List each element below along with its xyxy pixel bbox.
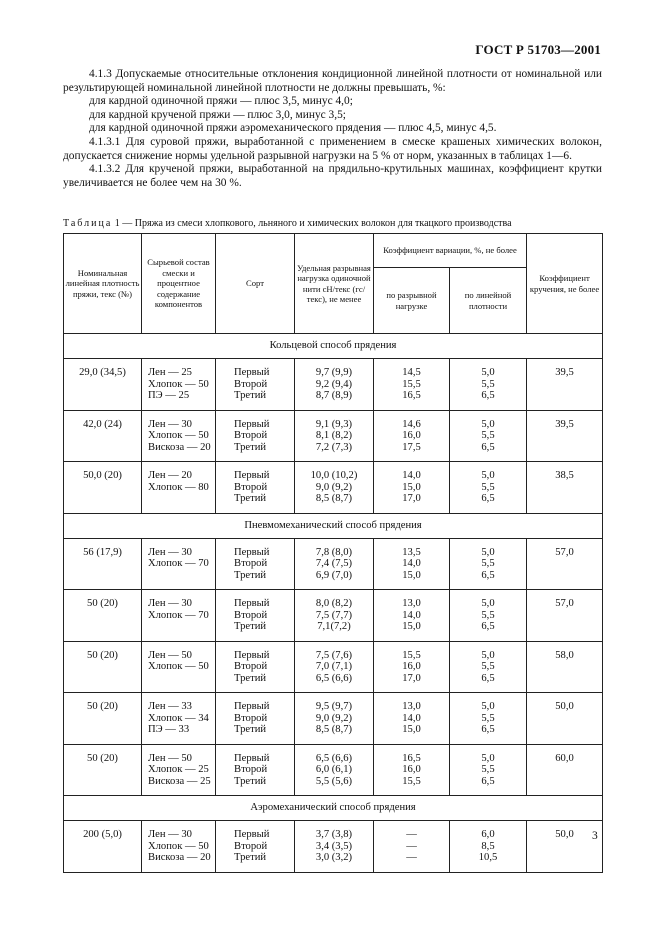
cell-line: 58,0 — [555, 649, 574, 661]
header-density: Номинальная линейная плотность пряжи, текс (№) — [64, 234, 142, 334]
strength-cell — [295, 590, 374, 642]
cell-line: Второй — [234, 661, 268, 672]
paragraph: 4.1.3.1 Для суровой пряжи, выработанной с применением в смеске крашеных химических волокон, допускается снижение нормы удельной разрывной нагрузки на 5 % от норм, указанных в таблицах 1—6. — [63, 135, 602, 162]
cell-line: 7,8 (8,0) — [315, 546, 353, 558]
twist-cell — [527, 590, 603, 642]
strength-cell — [295, 462, 374, 514]
strength-cell — [295, 744, 374, 796]
table-row — [64, 538, 603, 590]
twist-cell — [527, 462, 603, 514]
cell-line — [148, 570, 215, 582]
cell-line: 15,0 — [402, 621, 421, 632]
cell-line: 15,5 — [402, 775, 421, 787]
table-row — [64, 462, 603, 514]
cell-line: 8,5 (8,7) — [315, 724, 353, 735]
section-row — [64, 513, 603, 538]
cell-line: Третий — [234, 724, 267, 735]
twist-cell — [527, 641, 603, 693]
grade-cell — [216, 462, 295, 514]
cell-line: Лен — 50 — [148, 649, 192, 661]
header-var-density: по линейной плотности — [450, 268, 527, 334]
cell-line: Лен — 30 — [148, 598, 192, 609]
header-grade: Сорт — [216, 234, 295, 334]
cell-line: 9,2 (9,4) — [315, 378, 353, 390]
cell-line: Лен — 33 — [148, 701, 192, 712]
cell-line: Первый — [234, 367, 270, 378]
cell-line: 15,5 — [402, 378, 421, 390]
cell-line: 14,6 — [402, 418, 421, 430]
cell-line: 8,7 (8,9) — [315, 390, 353, 401]
cell-line: 8,1 (8,2) — [315, 430, 353, 441]
cell-line: 50 (20) — [87, 752, 118, 764]
paragraph: 4.1.3.2 Для крученой пряжи, выработанной на прядильно-крутильных машинах, коэффициент крутки увеличивается не более чем на 30 %. — [63, 163, 602, 189]
cell-line: 8,5 (8,7) — [315, 493, 353, 504]
cell-line: Хлопок — 50 — [148, 430, 209, 441]
cell-line: 8,5 — [481, 840, 495, 852]
cell-line: Хлопок — 50 — [148, 378, 209, 390]
cell-line: 9,0 (9,2) — [315, 712, 353, 724]
cell-line: 5,5 — [481, 430, 495, 441]
cell-line: 3,0 (3,2) — [315, 852, 353, 863]
composition-cell — [142, 462, 216, 514]
cell-line: Хлопок — 50 — [148, 661, 209, 672]
section-title: Пневмомеханический способ прядения — [64, 513, 603, 538]
cell-line: Лен — 20 — [148, 470, 192, 481]
strength-cell — [295, 538, 374, 590]
cell-line: 5,0 — [481, 701, 495, 712]
var-density-cell — [450, 744, 527, 796]
cell-line: Второй — [234, 430, 268, 441]
cell-line: 17,5 — [402, 441, 421, 453]
cell-line: Первый — [234, 701, 270, 712]
body-text — [63, 68, 602, 190]
table-row — [64, 744, 603, 796]
cell-line: 5,5 — [481, 378, 495, 390]
grade-cell — [216, 641, 295, 693]
cell-line: 3,4 (3,5) — [315, 840, 353, 852]
cell-line: 3,7 (3,8) — [315, 829, 353, 840]
var-density-cell — [450, 641, 527, 693]
cell-line: 17,0 — [402, 672, 421, 684]
cell-line: 6,5 — [481, 724, 495, 735]
var-load-cell — [374, 744, 450, 796]
cell-line: Хлопок — 25 — [148, 764, 209, 775]
composition-cell — [142, 410, 216, 462]
caption-number: 1 — [114, 218, 120, 229]
page-number: 3 — [592, 830, 598, 842]
cell-line: 10,0 (10,2) — [310, 470, 358, 481]
grade-cell — [216, 538, 295, 590]
caption-label: Таблица — [63, 218, 113, 229]
density-cell — [64, 462, 142, 514]
composition-cell — [142, 590, 216, 642]
cell-line: Третий — [234, 672, 267, 684]
cell-line: 7,4 (7,5) — [315, 558, 353, 569]
cell-line: 5,0 — [481, 752, 495, 764]
cell-line: 5,5 — [481, 558, 495, 569]
cell-line: 5,5 — [481, 712, 495, 724]
var-load-cell — [374, 821, 450, 873]
cell-line: 6,5 — [481, 621, 495, 632]
grade-cell — [216, 744, 295, 796]
paragraph: для кардной одиночной пряжи — плюс 3,5, минус 4,0; — [89, 95, 353, 108]
cell-line: 57,0 — [555, 598, 574, 609]
cell-line: 16,0 — [402, 764, 421, 775]
cell-line: Хлопок — 34 — [148, 712, 209, 724]
cell-line: — — [406, 840, 417, 852]
cell-line: 57,0 — [555, 546, 574, 558]
cell-line: 5,5 — [481, 481, 495, 493]
cell-line: 14,5 — [402, 367, 421, 378]
cell-line: 16,0 — [402, 430, 421, 441]
cell-line: ПЭ — 33 — [148, 724, 190, 735]
cell-line: 6,5 (6,6) — [315, 672, 353, 684]
cell-line: 5,0 — [481, 418, 495, 430]
paragraph: для кардной крученой пряжи — плюс 3,0, минус 3,5; — [89, 108, 346, 121]
var-load-cell — [374, 590, 450, 642]
var-load-cell — [374, 359, 450, 411]
var-load-cell — [374, 538, 450, 590]
cell-line: 56 (17,9) — [83, 546, 122, 558]
cell-line: 14,0 — [402, 470, 421, 481]
var-load-cell — [374, 641, 450, 693]
cell-line: 16,0 — [402, 661, 421, 672]
paragraph: для кардной одиночной пряжи аэромеханического прядения — плюс 4,5, минус 4,5. — [89, 122, 497, 135]
cell-line: 6,5 — [481, 672, 495, 684]
header-twist: Коэффициент кручения, не более — [527, 234, 603, 334]
composition-cell — [142, 359, 216, 411]
density-cell — [64, 821, 142, 873]
cell-line: 9,5 (9,7) — [315, 701, 353, 712]
cell-line: Третий — [234, 390, 267, 401]
cell-line: Второй — [234, 840, 268, 852]
cell-line: 6,0 — [481, 829, 495, 840]
cell-line: Хлопок — 80 — [148, 481, 209, 493]
var-density-cell — [450, 693, 527, 745]
cell-line: 50 (20) — [87, 701, 118, 712]
cell-line: 50,0 — [555, 829, 574, 840]
cell-line — [148, 493, 215, 505]
paragraph: 4.1.3 Допускаемые относительные отклонения кондиционной линейной плотности от номинальной или результирующей номинальной линейной плотности не должны превышать, %: — [63, 68, 602, 94]
cell-line: 6,0 (6,1) — [315, 764, 353, 775]
cell-line: 16,5 — [402, 390, 421, 401]
cell-line: 42,0 (24) — [83, 418, 122, 430]
cell-line: Второй — [234, 609, 268, 621]
cell-line: ПЭ — 25 — [148, 390, 190, 401]
strength-cell — [295, 641, 374, 693]
twist-cell — [527, 693, 603, 745]
cell-line: 6,5 — [481, 390, 495, 401]
caption-text: — Пряжа из смеси хлопкового, льняного и химических волокон для ткацкого производства — [122, 218, 512, 229]
cell-line: 6,5 — [481, 493, 495, 504]
cell-line: 9,1 (9,3) — [315, 418, 353, 430]
grade-cell — [216, 821, 295, 873]
cell-line: Вискоза — 25 — [148, 775, 211, 787]
header-composition: Сырьевой состав смески и процентное содержание компонентов — [142, 234, 216, 334]
composition-cell — [142, 693, 216, 745]
cell-line: 7,1(7,2) — [317, 621, 351, 632]
cell-line: Третий — [234, 621, 267, 632]
cell-line: 7,0 (7,1) — [315, 661, 353, 672]
twist-cell — [527, 821, 603, 873]
cell-line: 6,5 — [481, 441, 495, 453]
cell-line: 6,5 — [481, 775, 495, 787]
cell-line: 7,2 (7,3) — [315, 441, 353, 453]
density-cell — [64, 693, 142, 745]
cell-line: 200 (5,0) — [83, 829, 122, 840]
cell-line — [148, 621, 215, 633]
cell-line: — — [406, 829, 417, 840]
cell-line: 9,7 (9,9) — [315, 367, 353, 378]
cell-line: 38,5 — [555, 470, 574, 481]
cell-line: 6,5 — [481, 569, 495, 581]
cell-line: 15,0 — [402, 569, 421, 581]
composition-cell — [142, 821, 216, 873]
cell-line: Первый — [234, 598, 270, 609]
cell-line: 10,5 — [478, 852, 498, 863]
cell-line: Третий — [234, 852, 267, 863]
cell-line: 5,0 — [481, 367, 495, 378]
header-variation: Коэффициент вариации, %, не более — [374, 234, 527, 268]
cell-line: Первый — [234, 546, 270, 558]
cell-line: Лен — 25 — [148, 367, 192, 378]
cell-line: 29,0 (34,5) — [79, 367, 126, 378]
var-density-cell — [450, 359, 527, 411]
strength-cell — [295, 359, 374, 411]
cell-line: 14,0 — [402, 558, 421, 569]
cell-line: 13,5 — [402, 546, 421, 558]
var-density-cell — [450, 462, 527, 514]
section-title: Аэромеханический способ прядения — [64, 796, 603, 821]
cell-line: 15,0 — [402, 724, 421, 735]
cell-line: 5,0 — [481, 649, 495, 661]
composition-cell — [142, 538, 216, 590]
cell-line: Первый — [234, 649, 270, 661]
density-cell — [64, 538, 142, 590]
cell-line: 14,0 — [402, 609, 421, 621]
grade-cell — [216, 410, 295, 462]
cell-line: Второй — [234, 712, 268, 724]
cell-line: Первый — [234, 752, 270, 764]
cell-line: 15,5 — [402, 649, 421, 661]
cell-line: Хлопок — 50 — [148, 840, 209, 852]
table-row — [64, 359, 603, 411]
table-row — [64, 693, 603, 745]
cell-line: Вискоза — 20 — [148, 441, 211, 453]
cell-line: Третий — [234, 493, 267, 504]
cell-line: 39,5 — [555, 418, 574, 430]
cell-line: Первый — [234, 470, 270, 481]
cell-line: 50 (20) — [87, 598, 118, 609]
cell-line: 17,0 — [402, 493, 421, 504]
grade-cell — [216, 590, 295, 642]
cell-line: 50,0 (20) — [83, 470, 122, 481]
var-density-cell — [450, 821, 527, 873]
var-load-cell — [374, 693, 450, 745]
cell-line: Вискоза — 20 — [148, 852, 211, 863]
density-cell — [64, 641, 142, 693]
grade-cell — [216, 359, 295, 411]
density-cell — [64, 590, 142, 642]
cell-line: Второй — [234, 481, 268, 493]
cell-line: 5,0 — [481, 546, 495, 558]
cell-line: 15,0 — [402, 481, 421, 493]
strength-cell — [295, 821, 374, 873]
cell-line: 7,5 (7,7) — [315, 609, 353, 621]
composition-cell — [142, 641, 216, 693]
density-cell — [64, 744, 142, 796]
cell-line: 13,0 — [402, 598, 421, 609]
cell-line: Лен — 30 — [148, 418, 192, 430]
cell-line: Второй — [234, 764, 268, 775]
cell-line: 50 (20) — [87, 649, 118, 661]
grade-cell — [216, 693, 295, 745]
strength-cell — [295, 410, 374, 462]
density-cell — [64, 359, 142, 411]
composition-cell — [142, 744, 216, 796]
cell-line: Лен — 30 — [148, 546, 192, 558]
table-row — [64, 590, 603, 642]
cell-line: 5,0 — [481, 598, 495, 609]
cell-line: Хлопок — 70 — [148, 558, 209, 569]
cell-line: Второй — [234, 378, 268, 390]
cell-line: 5,0 — [481, 470, 495, 481]
cell-line: 7,5 (7,6) — [315, 649, 353, 661]
section-row — [64, 796, 603, 821]
cell-line: Третий — [234, 569, 267, 581]
var-load-cell — [374, 462, 450, 514]
section-title: Кольцевой способ прядения — [64, 334, 603, 359]
cell-line: 14,0 — [402, 712, 421, 724]
cell-line: 60,0 — [555, 752, 574, 764]
cell-line: Хлопок — 70 — [148, 609, 209, 621]
section-row — [64, 334, 603, 359]
twist-cell — [527, 744, 603, 796]
cell-line — [148, 673, 215, 685]
cell-line: Третий — [234, 775, 267, 787]
cell-line: 5,5 — [481, 661, 495, 672]
twist-cell — [527, 538, 603, 590]
cell-line: 50,0 — [555, 701, 574, 712]
document-header: ГОСТ Р 51703—2001 — [475, 42, 601, 57]
var-density-cell — [450, 590, 527, 642]
table-row — [64, 410, 603, 462]
cell-line: 39,5 — [555, 367, 574, 378]
cell-line: 16,5 — [402, 752, 421, 764]
table-row — [64, 641, 603, 693]
cell-line: 6,5 (6,6) — [315, 752, 353, 764]
cell-line: Третий — [234, 441, 267, 453]
twist-cell — [527, 410, 603, 462]
density-cell — [64, 410, 142, 462]
var-load-cell — [374, 410, 450, 462]
table-caption — [63, 218, 608, 229]
data-table — [63, 233, 603, 873]
cell-line: 13,0 — [402, 701, 421, 712]
cell-line: Лен — 50 — [148, 752, 192, 764]
cell-line: Первый — [234, 418, 270, 430]
cell-line: 5,5 (5,6) — [315, 775, 353, 787]
strength-cell — [295, 693, 374, 745]
cell-line: 5,5 — [481, 609, 495, 621]
cell-line: 6,9 (7,0) — [315, 569, 353, 581]
cell-line: Первый — [234, 829, 270, 840]
cell-line: Лен — 30 — [148, 829, 192, 840]
var-density-cell — [450, 538, 527, 590]
header-var-load: по разрывной нагрузке — [374, 268, 450, 334]
header-strength: Удельная разрывная нагрузка одиночной нити сН/текс (гс/текс), не менее — [295, 234, 374, 334]
cell-line: Второй — [234, 558, 268, 569]
cell-line: 9,0 (9,2) — [315, 481, 353, 493]
var-density-cell — [450, 410, 527, 462]
cell-line: — — [406, 852, 417, 863]
cell-line: 8,0 (8,2) — [315, 598, 353, 609]
cell-line: 5,5 — [481, 764, 495, 775]
twist-cell — [527, 359, 603, 411]
table-row — [64, 821, 603, 873]
